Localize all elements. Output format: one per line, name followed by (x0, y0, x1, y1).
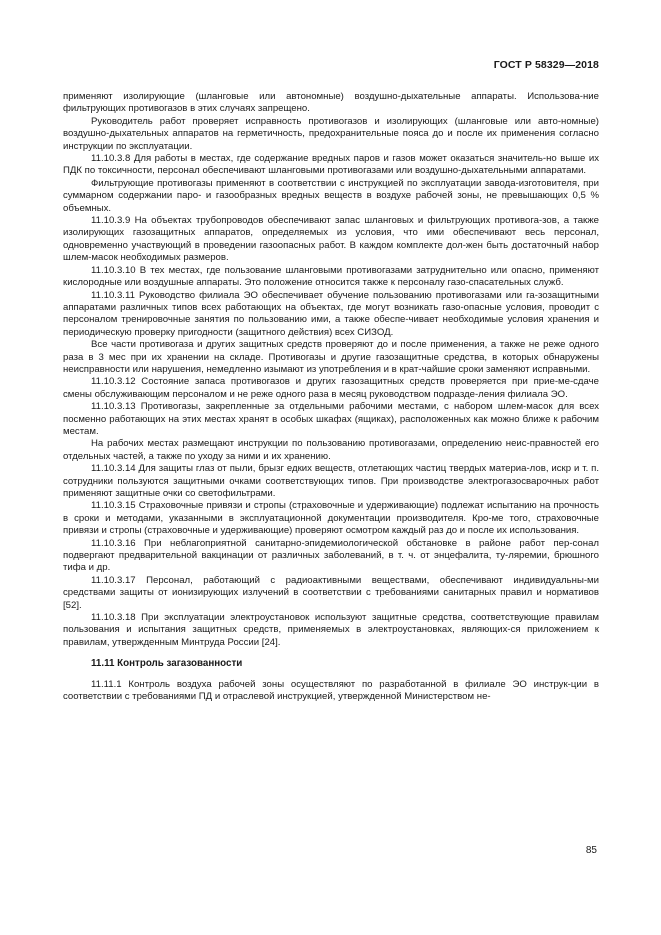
paragraph: 11.10.3.14 Для защиты глаз от пыли, брызг едких веществ, отлетающих частиц твердых материа-лов, искр и т. п. сотрудники пользуются защитными очками соответствующих типов. При производстве электрогазосварочных работ применяют защитные очки со светофильтрами. (63, 463, 599, 499)
paragraph: 11.10.3.11 Руководство филиала ЭО обеспечивает обучение пользованию противогазами или га-зозащитными аппаратами различных типов всех работающих на объектах, где могут возникать газо-опасные условия, проводит с персоналом тренировочные занятия по пользованию ими, а также обеспе-чивает необходимые условия хранения и периодическую проверку пригодности (защитного действия) всех СИЗОД. (63, 289, 599, 338)
paragraph: На рабочих местах размещают инструкции по пользованию противогазами, определению неис-правностей его отдельных частей, а также по уходу за ними и их хранению. (63, 438, 599, 462)
document-code-header: ГОСТ Р 58329—2018 (493, 59, 599, 71)
paragraph: 11.10.3.9 На объектах трубопроводов обеспечивают запас шланговых и фильтрующих противога-зов, а также изолирующих газозащитных аппаратов, определяемых из условия, что ими обеспечивают весь персонал, одновременно участвующий в проведении газоопасных работ. В каждом комплекте дол-жен быть достаточный набор шлем-масок необходимых размеров. (63, 215, 599, 264)
paragraph: 11.11.1 Контроль воздуха рабочей зоны осуществляют по разработанной в филиале ЭО инструк-ции в соответствии с требованиями ПД и отраслевой инструкцией, утвержденной Министерством не- (63, 678, 599, 703)
paragraph: 11.10.3.15 Страховочные привязи и стропы (страховочные и удерживающие) подлежат испытанию на прочность в сроки и методами, указанными в эксплуатационной документации производителя. Кро-ме того, страховочные привязи и стропы (страховочные и удерживающие) проверяют осмотром каждый раз до и после их использования. (63, 500, 599, 537)
document-body (63, 91, 599, 704)
paragraph: 11.10.3.8 Для работы в местах, где содержание вредных паров и газов может оказаться значитель-но выше их ПДК по токсичности, персонал обеспечивают шланговыми противогазами или воздушно-дыхательными аппаратами. (63, 153, 599, 177)
section-heading: 11.11 Контроль загазованности (91, 658, 243, 670)
paragraph: 11.10.3.12 Состояние запаса противогазов и других газозащитных средств проверяется при прие-ме-сдаче смены обслуживающим персоналом и не реже одного раза в месяц руководством подразде-ления филиала ЭО. (63, 376, 599, 400)
paragraph: Руководитель работ проверяет исправность противогазов и изолирующих (шланговые или авто-номные) воздушно-дыхательных аппаратов на герметичность, предохранительные пояса до и после их применения согласно инструкции по эксплуатации. (63, 115, 599, 152)
paragraph: 11.10.3.16 При неблагоприятной санитарно-эпидемиологической обстановке в районе работ пер-сонал подвергают предварительной вакцинации от различных заболеваний, в т. ч. от энцефалита, ту-ляремии, брюшного тифа и др. (63, 537, 599, 574)
paragraph: 11.10.3.13 Противогазы, закрепленные за отдельными рабочими местами, с набором шлем-масок для всех посменно работающих на этих местах хранят в особых шкафах (ящиках), расположенных как можно ближе к рабочим местам. (63, 401, 599, 437)
paragraph: применяют изолирующие (шланговые или автономные) воздушно-дыхательные аппараты. Использова-ние фильтрующих противогазов в этих случаях запрещено. (63, 91, 599, 115)
paragraph: 11.10.3.10 В тех местах, где пользование шланговыми противогазами затруднительно или опасно, применяют кислородные или воздушные аппараты. Это положение относится также к персоналу газо-спасательных служб. (63, 264, 599, 289)
paragraph: Все части противогаза и других защитных средств проверяют до и после применения, а также не реже одного раза в 3 мес при их хранении на складе. Противогазы и другие газозащитные средства, в которых обнаружены неисправности или нарушения, немедленно изымают из употребления и в крат-чайшие сроки заменяют исправными. (63, 339, 599, 375)
paragraph: 11.10.3.18 При эксплуатации электроустановок используют защитные средства, соответствующие правилам пользования и испытания защитных средств, применяемых в электроустановках, являющих-ся приложением к правилам, утвержденным Минтруда России [24]. (63, 612, 599, 648)
page-number: 85 (585, 845, 597, 856)
paragraph: Фильтрующие противогазы применяют в соответствии с инструкцией по эксплуатации завода-изготовителя, при суммарном содержании паро- и газообразных вредных веществ в воздухе рабочей зоны, не превышающих 0,5 % объемных. (63, 177, 599, 214)
paragraph: 11.10.3.17 Персонал, работающий с радиоактивными веществами, обеспечивают индивидуальны-ми средствами защиты от ионизирующих излучений в соответствии с требованиями санитарных правил и нормативов [52]. (63, 574, 599, 611)
